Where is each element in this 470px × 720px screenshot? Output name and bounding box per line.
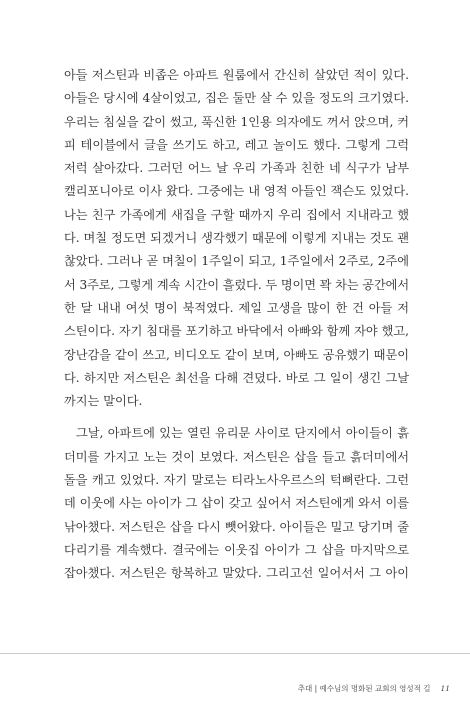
text-line [64,204,409,227]
line-text: 아들은 당시에 4살이었고, 집은 둘만 살 수 있을 정도의 크기였다. [64,91,409,106]
text-line [64,134,409,157]
line-text: 서 3주로, 그렇게 계속 시간이 흘렀다. 두 명이면 꽉 차는 공간에서 [64,277,409,292]
text-line [64,446,409,469]
text-line [64,390,409,413]
line-text: 데 이웃에 사는 아이가 그 삽이 갖고 싶어서 저스틴에게 와서 이를 [64,496,409,511]
text-line [64,87,409,110]
paragraph-2 [64,422,409,585]
line-text: 캘리포니아로 이사 왔다. 그중에는 내 영적 아들인 잭슨도 있었다. [64,184,409,199]
text-line [64,469,409,492]
body-text [64,64,409,586]
text-line [64,111,409,134]
text-line [64,180,409,203]
line-text: 돌을 캐고 있었다. 자기 말로는 티라노사우르스의 턱뼈란다. 그런 [64,473,409,488]
page-footer [298,683,450,694]
line-text: 찮았다. 그러나 곧 며칠이 1주일이 되고, 1주일에서 2주로, 2주에 [64,254,409,269]
line-text: 낚아챘다. 저스틴은 삽을 다시 뺏어왔다. 아이들은 밀고 당기며 줄 [64,519,409,534]
line-text: 우리는 침실을 같이 썼고, 푹신한 1인용 의자에도 꺼서 앉으며, 커 [64,114,409,129]
line-text: 그날, 아파트에 있는 열린 유리문 사이로 단지에서 아이들이 흙 [76,426,409,441]
text-line [64,344,409,367]
line-text: 저럭 살아갔다. 그러던 어느 날 우리 가족과 친한 네 식구가 남부 [64,161,409,176]
line-text: 잡아챘다. 저스틴은 항복하고 말았다. 그리고선 일어서서 그 아이 [64,566,409,581]
text-line [64,516,409,539]
line-text: 아들 저스틴과 비좁은 아파트 원룸에서 간신히 살았던 적이 있다. [64,68,409,82]
text-line [64,422,409,445]
line-text: 장난감을 같이 쓰고, 비디오도 같이 보며, 아빠도 공유했기 때문이 [64,347,409,362]
text-line [64,250,409,273]
text-line [64,320,409,343]
text-line [64,274,409,297]
line-text: 한 달 내내 여섯 명이 북적였다. 제일 고생을 많이 한 건 아들 저 [64,300,409,315]
text-line [64,157,409,180]
line-text: 피 테이블에서 글을 쓰기도 하고, 레고 놀이도 했다. 그렇게 그럭 [64,137,409,152]
paragraph-1 [64,64,409,413]
text-line [64,492,409,515]
line-text: 다. 하지만 저스틴은 최선을 다해 견뎠다. 바로 그 일이 생긴 그날 [64,370,409,385]
text-line [64,367,409,390]
paragraph-gap [64,413,409,422]
page-number: 11 [440,684,450,693]
text-line [64,297,409,320]
line-text: 다. 며칠 정도면 되겠거니 생각했기 때문에 이렇게 지내는 것도 괜 [64,231,409,246]
text-line [64,562,409,585]
footer-divider [0,653,470,654]
text-line [64,227,409,250]
text-line [64,64,409,87]
line-text: 까지는 말이다. [64,394,143,409]
line-text: 나는 친구 가족에게 새집을 구할 때까지 우리 집에서 지내라고 했 [64,207,409,222]
line-text: 다리기를 계속했다. 결국에는 이웃집 아이가 그 삽을 마지막으로 [64,542,409,557]
running-title: 추대 | 예수님의 명화된 교회의 영성적 길 [297,684,431,693]
line-text: 스틴이다. 자기 침대를 포기하고 바닥에서 아빠와 함께 자야 했고, [64,324,409,339]
text-line [64,539,409,562]
line-text: 더미를 가지고 노는 것이 보였다. 저스틴은 삽을 들고 흙더미에서 [64,449,409,464]
